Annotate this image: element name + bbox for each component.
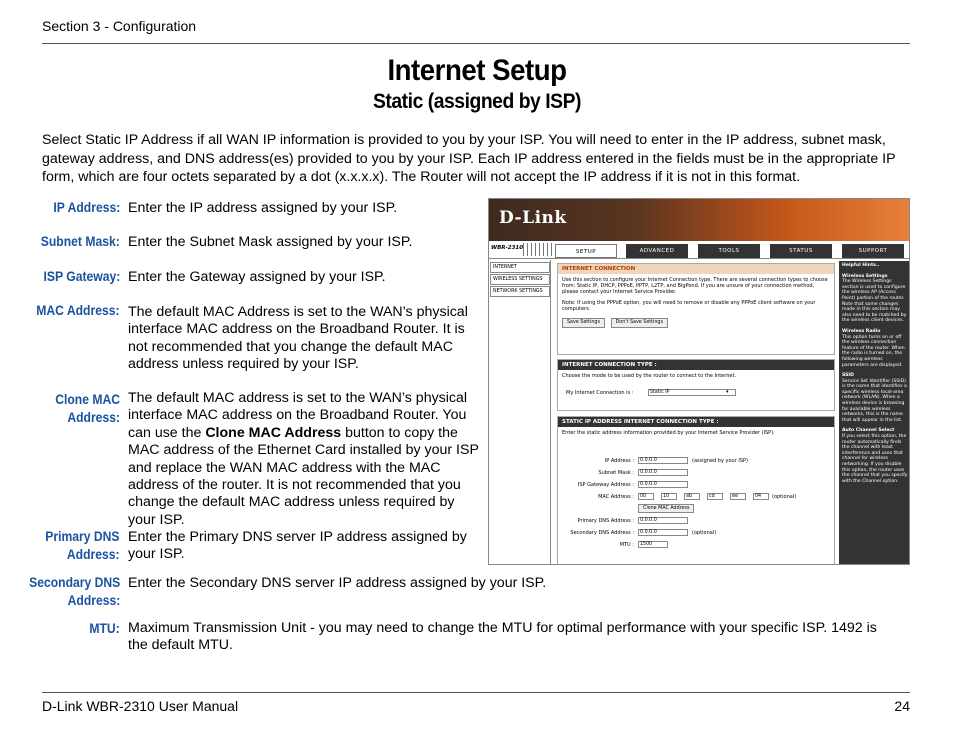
label-primary-dns-line2: Address: xyxy=(67,547,120,562)
sidebar-item-wireless-settings[interactable]: WIRELESS SETTINGS xyxy=(490,274,550,285)
help-title: Helpful Hints.. xyxy=(842,263,880,268)
page-subtitle: Static (assigned by ISP) xyxy=(372,90,581,113)
intro-paragraph: Select Static IP Address if all WAN IP information is provided to you by your ISP. You will need to enter in the IP address, subnet mask, gateway address, and DNS address(es) provided to you by your ISP. Each IP address entered in the fields must be in the appropriate IP form, which are four octets separated by a dot (x.x.x.x). The Router will not accept the IP address if it is not in this format. xyxy=(42,132,896,185)
label-secondary-dns xyxy=(29,574,120,610)
help-ssid-heading: SSID xyxy=(842,373,854,379)
field-label-mac: MAC Address : xyxy=(598,494,634,500)
chevron-down-icon: ▾ xyxy=(726,389,729,396)
field-label-secondary-dns: Secondary DNS Address : xyxy=(570,530,634,536)
mac-octet-1[interactable]: 00 xyxy=(638,493,654,500)
label-primary-dns xyxy=(46,528,120,564)
panel-connection-type-title: INTERNET CONNECTION TYPE : xyxy=(558,360,834,370)
field-label-subnet: Subnet Mask : xyxy=(598,470,634,476)
type-description: Choose the mode to be used by the router to connect to the Internet. xyxy=(562,373,737,379)
helpful-hints-panel xyxy=(839,261,910,565)
help-auto-channel-text: If you select this option, the router automatically finds the channel with least interference and uses that channel for wireless networking. If you disable this option, the router uses the channel that you specify with the Channel option. xyxy=(842,434,908,484)
footer-manual-title: D-Link WBR-2310 User Manual xyxy=(42,698,239,714)
tab-advanced[interactable]: ADVANCED xyxy=(626,244,688,258)
mac-octet-2[interactable]: 10 xyxy=(661,493,677,500)
label-isp-gateway: ISP Gateway: xyxy=(43,269,120,284)
page-number: 24 xyxy=(894,698,910,714)
mac-note: (optional) xyxy=(772,494,797,500)
connection-type-select[interactable]: Static IP xyxy=(648,389,736,396)
sidebar-item-internet[interactable]: INTERNET xyxy=(490,262,550,273)
text-mtu: Maximum Transmission Unit - you may need to change the MTU for optimal performance with your specific ISP. 1492 is the default MTU. xyxy=(128,620,877,654)
static-description: Enter the static address information provided by your Internet Service Provider (ISP). xyxy=(562,430,775,436)
model-bars-decoration xyxy=(523,243,553,256)
gateway-input[interactable]: 0.0.0.0 xyxy=(638,481,688,488)
tab-support[interactable]: SUPPORT xyxy=(842,244,904,258)
mtu-input[interactable]: 1500 xyxy=(638,541,668,548)
secondary-dns-note: (optional) xyxy=(692,530,717,536)
router-main-content xyxy=(557,261,835,565)
save-settings-button[interactable]: Save Settings xyxy=(562,318,605,328)
primary-dns-input[interactable]: 0.0.0.0 xyxy=(638,517,688,524)
tab-setup[interactable]: SETUP xyxy=(555,244,617,258)
label-ip-address: IP Address: xyxy=(53,200,120,215)
label-subnet-mask: Subnet Mask: xyxy=(41,234,120,249)
router-model-label: WBR-2310 xyxy=(491,245,524,251)
subnet-mask-input[interactable]: 0.0.0.0 xyxy=(638,469,688,476)
help-wireless-radio-text: This option turns on or off the wireless connection feature of the router. When the radio is turned on, the following wireless parameters are displayed. xyxy=(842,334,905,368)
text-mac-address: The default MAC Address is set to the WAN’s physical interface MAC address on the Broadband Router. It is not recommended that you change the default MAC address unless required by your ISP. xyxy=(128,304,468,373)
text-primary-dns: Enter the Primary DNS server IP address assigned by your ISP. xyxy=(128,529,467,563)
dont-save-settings-button[interactable]: Don't Save Settings xyxy=(611,318,668,328)
help-ssid-text: Service Set Identifier (SSID) is the name that identifies a specific wireless local-area network (WLAN). When a wireless device is browsing for available wireless networks, this is the name that will appear in the list. xyxy=(842,378,907,423)
clone-mac-button[interactable]: Clone MAC Address xyxy=(638,504,694,513)
field-label-mtu: MTU : xyxy=(619,542,634,548)
help-auto-channel-heading: Auto Channel Select xyxy=(842,428,895,434)
ip-address-input[interactable]: 0.0.0.0 xyxy=(638,457,688,464)
label-clone-mac xyxy=(55,391,120,427)
panel-static-ip-title: STATIC IP ADDRESS INTERNET CONNECTION TYPE : xyxy=(558,417,834,427)
panel-static-ip xyxy=(557,416,835,565)
tab-tools[interactable]: TOOLS xyxy=(698,244,760,258)
text-ip-address: Enter the IP address assigned by your ISP. xyxy=(128,200,398,216)
router-screenshot xyxy=(488,198,910,565)
conn-note: Note: If using the PPPoE option, you will need to remove or disable any PPPoE client software on your computers. xyxy=(562,299,816,312)
label-primary-dns-line1: Primary DNS xyxy=(45,529,120,544)
label-mac-address: MAC Address: xyxy=(36,303,120,318)
help-wireless-settings-heading: Wireless Settings xyxy=(842,273,888,279)
clone-text-bold: Clone MAC Address xyxy=(205,424,342,441)
help-wireless-settings-text: The Wireless Settings section is used to configure the wireless AP (Access Point) portion of the router. Note that some changes made in this section may also need to be matched by the wireless client devices. xyxy=(842,279,907,324)
help-wireless-radio-heading: Wireless Radio xyxy=(842,328,881,334)
sidebar-item-network-settings[interactable]: NETWORK SETTINGS xyxy=(490,286,550,297)
text-clone-mac xyxy=(128,390,480,529)
mac-octet-6[interactable]: 04 xyxy=(753,493,769,500)
panel-connection-type xyxy=(557,359,835,411)
bottom-rule xyxy=(42,692,910,693)
text-secondary-dns: Enter the Secondary DNS server IP address assigned by your ISP. xyxy=(128,575,547,591)
type-label: My Internet Connection is : xyxy=(566,390,634,397)
page-title: Internet Setup xyxy=(387,54,567,87)
panel-internet-connection xyxy=(557,263,835,355)
label-secondary-dns-line2: Address: xyxy=(67,593,120,608)
router-sidebar xyxy=(489,260,551,565)
mac-octet-4[interactable]: cd xyxy=(707,493,723,500)
router-banner xyxy=(489,199,910,241)
tab-status[interactable]: STATUS xyxy=(770,244,832,258)
clone-text-part-b: button to copy the MAC address of the Ethernet Card installed by your ISP and replace the WAN MAC address with the MAC address of the router. It is not recommended that you change the default MAC address unless required by your ISP. xyxy=(128,424,479,528)
field-label-gateway: ISP Gateway Address : xyxy=(577,482,634,488)
dlink-logo: D-Link xyxy=(499,208,567,228)
top-rule xyxy=(42,43,910,44)
text-subnet-mask: Enter the Subnet Mask assigned by your ISP. xyxy=(128,234,413,250)
panel-internet-connection-title: INTERNET CONNECTION xyxy=(558,264,834,274)
conn-description: Use this section to configure your Internet Connection type. There are several connection types to choose from: Static IP, DHCP, PPPoE, PPTP, L2TP, and BigPond. If you are unsure of your connection method, please contact your Internet Service Provider. xyxy=(562,277,828,296)
label-clone-mac-line1: Clone MAC xyxy=(55,392,120,407)
label-mtu: MTU: xyxy=(89,621,120,636)
text-isp-gateway: Enter the Gateway assigned by your ISP. xyxy=(128,269,386,285)
section-header: Section 3 - Configuration xyxy=(42,18,197,34)
mac-octet-3[interactable]: ab xyxy=(684,493,700,500)
field-label-primary-dns: Primary DNS Address : xyxy=(577,518,634,524)
label-clone-mac-line2: Address: xyxy=(67,410,120,425)
label-secondary-dns-line1: Secondary DNS xyxy=(28,575,120,590)
clone-text-part-a: The default MAC address is set to the WAN’s physical interface MAC address on the Broadband Router. You can use the xyxy=(128,390,468,441)
field-label-ip: IP Address : xyxy=(604,458,634,464)
mac-octet-5[interactable]: ee xyxy=(730,493,746,500)
ip-note: (assigned by your ISP) xyxy=(692,458,748,464)
secondary-dns-input[interactable]: 0.0.0.0 xyxy=(638,529,688,536)
